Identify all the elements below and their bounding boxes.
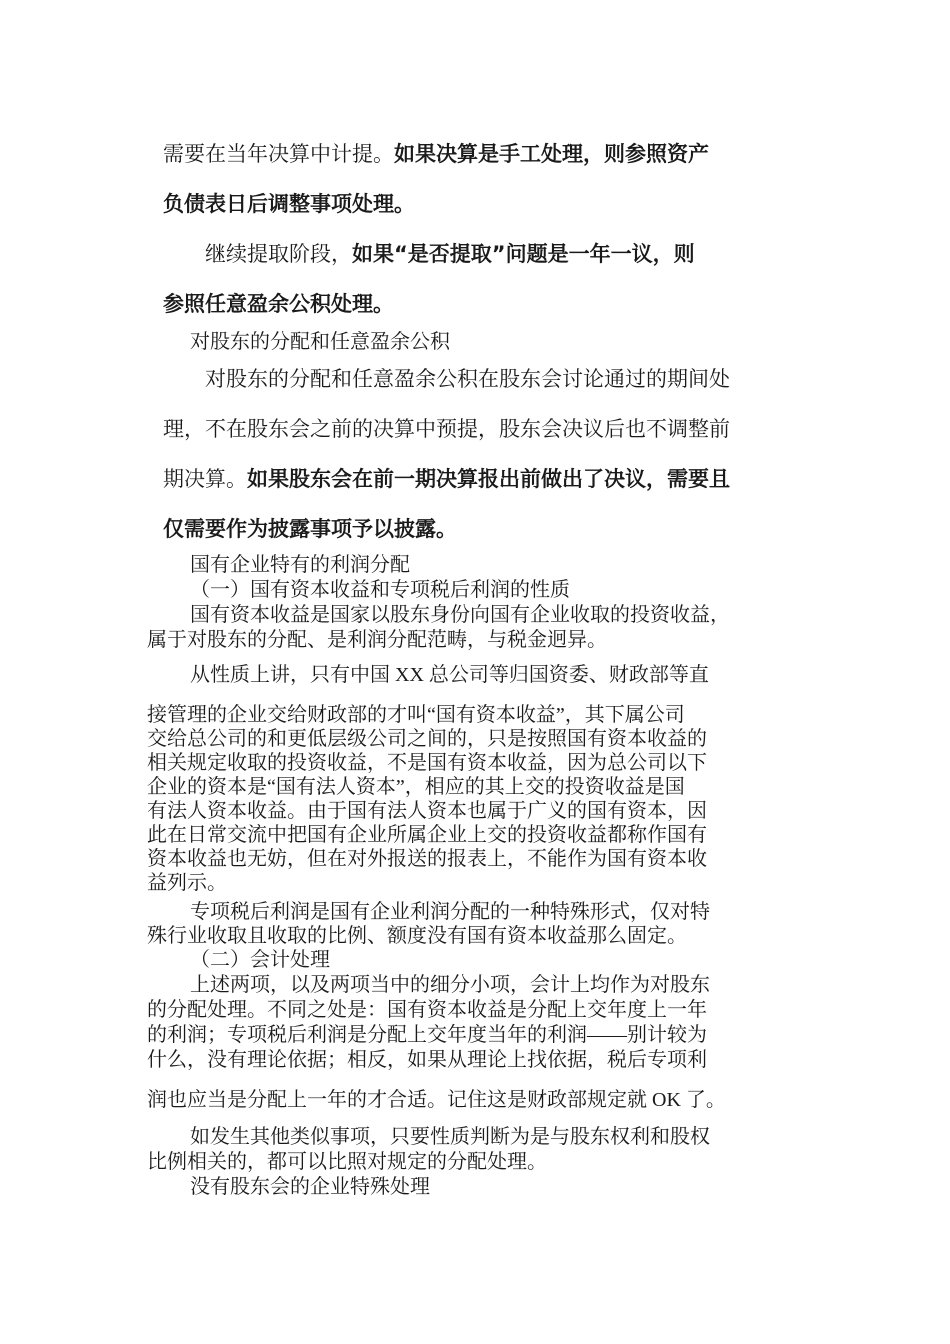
text-run: 期决算。 <box>163 467 247 491</box>
paragraph-line: 交给总公司的和更低层级公司之间的，只是按照国有资本收益的 <box>147 728 707 750</box>
paragraph-line: 此在日常交流中把国有企业所属企业上交的投资收益都称作国有 <box>147 824 707 846</box>
bold-text-run: 如果股东会在前一期决算报出前做出了决议，需要且 <box>247 467 730 491</box>
paragraph-line: 的利润；专项税后利润是分配上交年度当年的利润——别计较为 <box>147 1024 707 1046</box>
paragraph-line: 有法人资本收益。由于国有法人资本也属于广义的国有资本，因 <box>147 800 707 822</box>
subsection-heading: （二）会计处理 <box>190 949 330 971</box>
paragraph-line: 对股东的分配和任意盈余公积在股东会讨论通过的期间处 <box>205 367 730 391</box>
section-heading: 没有股东会的企业特殊处理 <box>190 1176 430 1198</box>
paragraph-line: 如发生其他类似事项，只要性质判断为是与股东权利和股权 <box>190 1126 710 1148</box>
paragraph-line: 上述两项，以及两项当中的细分小项，会计上均作为对股东 <box>190 974 710 996</box>
paragraph-line: 接管理的企业交给财政部的才叫“国有资本收益”，其下属公司 <box>147 704 685 726</box>
paragraph-line: 比例相关的，都可以比照对规定的分配处理。 <box>147 1151 547 1173</box>
paragraph-line: 理，不在股东会之前的决算中预提，股东会决议后也不调整前 <box>163 417 730 441</box>
text-run: 继续提取阶段， <box>205 242 352 266</box>
paragraph-line: 殊行业收取且收取的比例、额度没有国有资本收益那么固定。 <box>147 925 687 947</box>
paragraph-line <box>163 463 730 493</box>
paragraph-line: 参照任意盈余公积处理。 <box>163 292 394 316</box>
paragraph-line: 资本收益也无妨，但在对外报送的报表上，不能作为国有资本收 <box>147 848 707 870</box>
paragraph-line: 属于对股东的分配、是利润分配范畴，与税金迥异。 <box>147 629 607 651</box>
paragraph-line: 什么，没有理论依据；相反，如果从理论上找依据，税后专项利 <box>147 1049 707 1071</box>
paragraph-line <box>205 238 695 268</box>
paragraph-line: 润也应当是分配上一年的才合适。记住这是财政部规定就 OK 了。 <box>147 1089 726 1111</box>
paragraph-line: 益列示。 <box>147 872 227 894</box>
text-run: 需要在当年决算中计提。 <box>163 142 394 166</box>
paragraph-line: 国有资本收益是国家以股东身份向国有企业收取的投资收益， <box>190 604 730 626</box>
paragraph-line: 相关规定收取的投资收益，不是国有资本收益，因为总公司以下 <box>147 752 707 774</box>
paragraph-line: 的分配处理。不同之处是：国有资本收益是分配上交年度上一年 <box>147 999 707 1021</box>
section-heading: 对股东的分配和任意盈余公积 <box>190 331 450 353</box>
bold-text-run: 如果决算是手工处理，则参照资产 <box>394 142 709 166</box>
paragraph-line: 仅需要作为披露事项予以披露。 <box>163 517 457 541</box>
subsection-heading: （一）国有资本收益和专项税后利润的性质 <box>190 579 570 601</box>
paragraph-line: 从性质上讲，只有中国 XX 总公司等归国资委、财政部等直 <box>190 664 709 686</box>
paragraph-line: 企业的资本是“国有法人资本”，相应的其上交的投资收益是国 <box>147 776 685 798</box>
section-heading: 国有企业特有的利润分配 <box>190 554 410 576</box>
bold-text-run: 如果“是否提取”问题是一年一议，则 <box>352 242 695 266</box>
paragraph-line <box>163 138 709 168</box>
paragraph-line: 专项税后利润是国有企业利润分配的一种特殊形式，仅对特 <box>190 901 710 923</box>
paragraph-line: 负债表日后调整事项处理。 <box>163 192 415 216</box>
